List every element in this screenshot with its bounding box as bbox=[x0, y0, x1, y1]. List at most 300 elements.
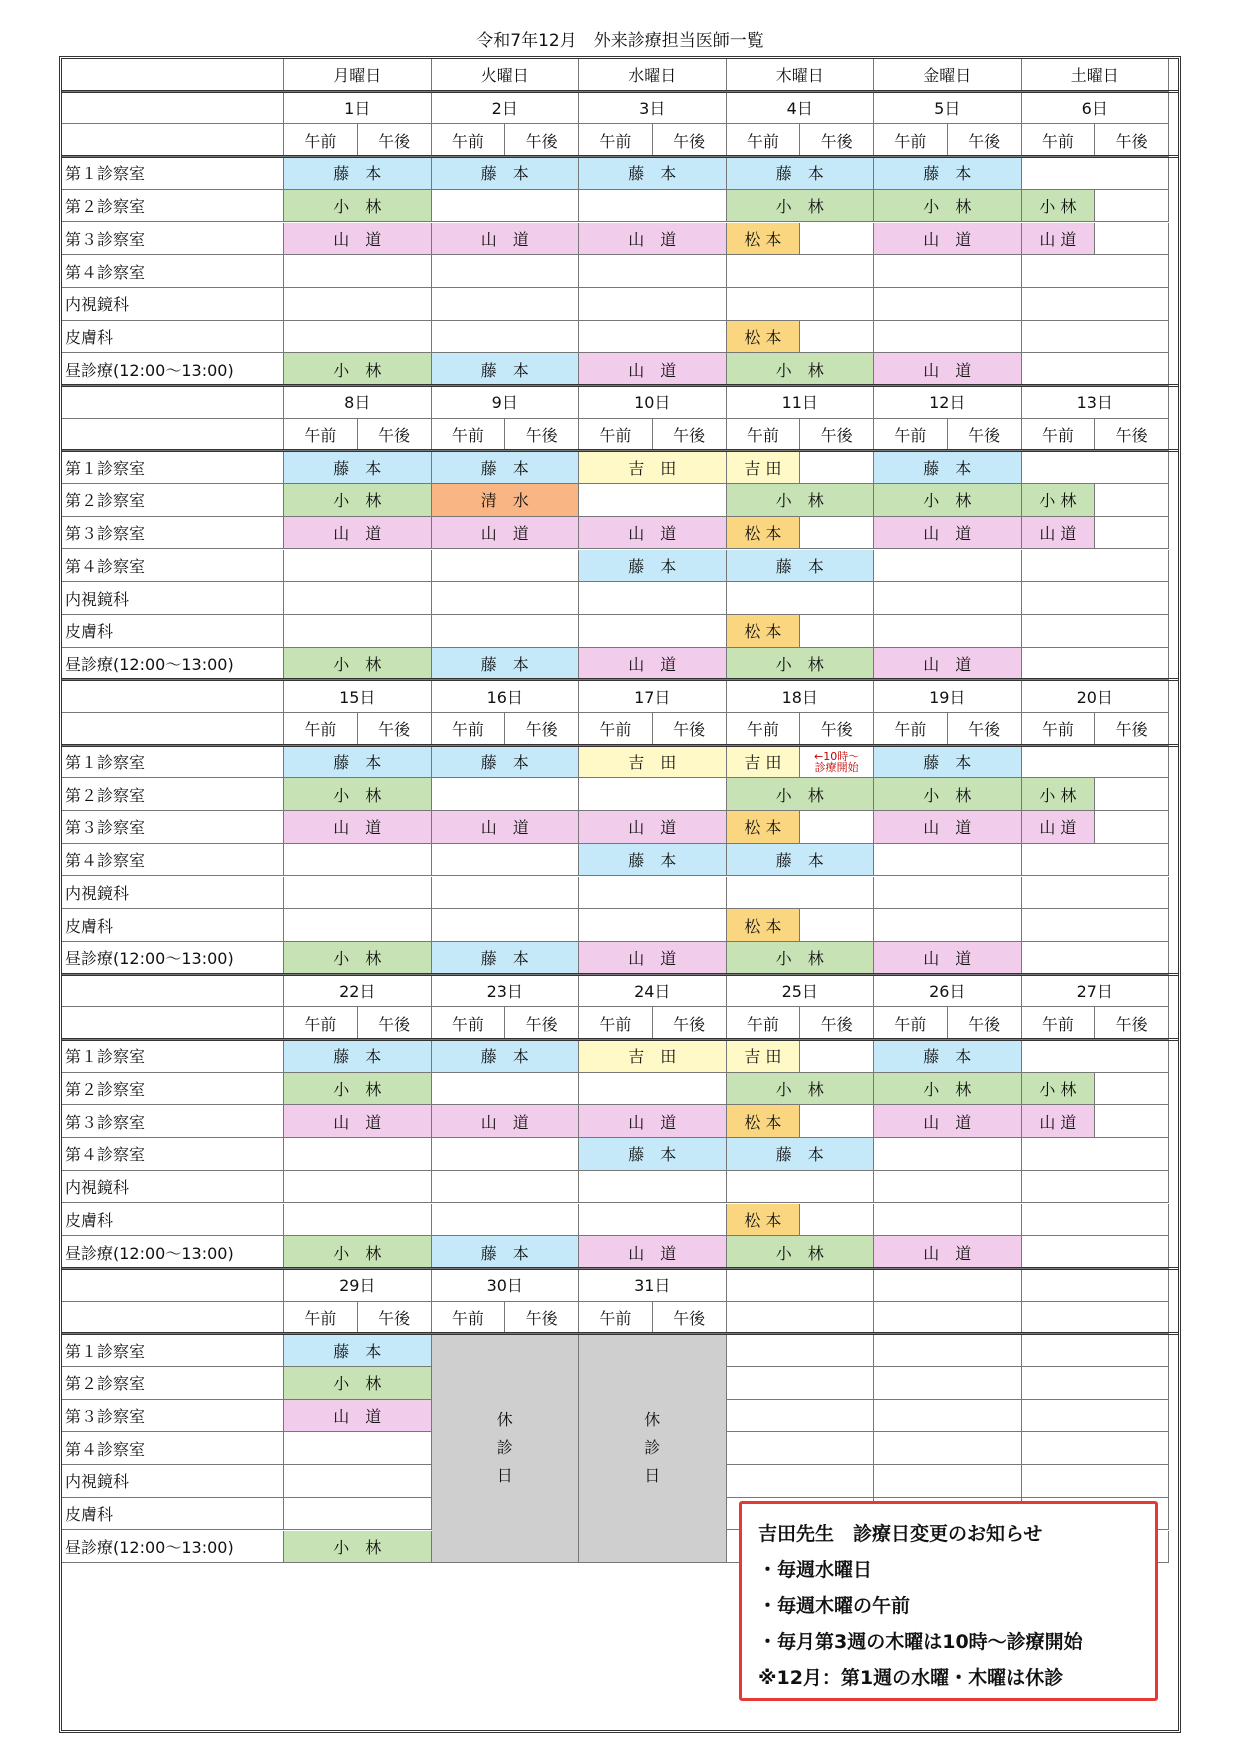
date-header: 16日 bbox=[432, 680, 580, 713]
empty-cell bbox=[874, 321, 1022, 354]
doctor-cell: 松 本 bbox=[727, 615, 801, 648]
pm-header: 午後 bbox=[800, 124, 874, 157]
empty-cell bbox=[579, 484, 727, 517]
date-header: 27日 bbox=[1022, 975, 1170, 1008]
doctor-cell: 山 道 bbox=[284, 1105, 432, 1138]
doctor-cell: 藤 本 bbox=[432, 1236, 580, 1269]
empty-cell bbox=[1095, 223, 1169, 256]
empty-cell bbox=[1022, 1236, 1170, 1269]
doctor-cell: 藤 本 bbox=[432, 1040, 580, 1073]
am-header: 午前 bbox=[874, 124, 948, 157]
room-label: 第３診察室 bbox=[62, 1400, 284, 1433]
empty-cell bbox=[874, 1432, 1022, 1465]
date-row-label bbox=[62, 975, 284, 1008]
pm-header: 午後 bbox=[653, 419, 727, 452]
doctor-cell: 小 林 bbox=[284, 1367, 432, 1400]
pm-header: 午後 bbox=[653, 1007, 727, 1040]
date-header bbox=[1022, 1269, 1170, 1302]
doctor-cell: 吉 田 bbox=[579, 746, 727, 779]
empty-cell bbox=[284, 1465, 432, 1498]
doctor-cell: 山 道 bbox=[874, 648, 1022, 681]
empty-cell bbox=[432, 877, 580, 910]
empty-cell bbox=[727, 1367, 875, 1400]
empty-cell bbox=[1022, 582, 1170, 615]
doctor-cell: 藤 本 bbox=[579, 844, 727, 877]
empty-cell bbox=[432, 778, 580, 811]
date-header: 11日 bbox=[727, 386, 875, 419]
ampm-row-label bbox=[62, 713, 284, 746]
doctor-cell: 小 林 bbox=[284, 353, 432, 386]
pm-header: 午後 bbox=[948, 124, 1022, 157]
doctor-cell: 山 道 bbox=[284, 811, 432, 844]
doctor-cell: 小 林 bbox=[727, 778, 875, 811]
empty-cell bbox=[432, 288, 580, 321]
empty-cell bbox=[1095, 778, 1169, 811]
doctor-cell: 山 道 bbox=[1022, 1105, 1096, 1138]
empty-cell bbox=[800, 1105, 874, 1138]
empty-cell bbox=[800, 1040, 874, 1073]
empty-cell bbox=[727, 582, 875, 615]
doctor-cell: 山 道 bbox=[432, 811, 580, 844]
doctor-cell: 藤 本 bbox=[432, 451, 580, 484]
room-label: 昼診療(12:00～13:00) bbox=[62, 353, 284, 386]
empty-cell bbox=[1022, 550, 1170, 583]
doctor-cell: 藤 本 bbox=[874, 746, 1022, 779]
doctor-cell: 松 本 bbox=[727, 811, 801, 844]
empty-cell bbox=[1022, 1138, 1170, 1171]
date-row-label bbox=[62, 92, 284, 125]
doctor-cell: 山 道 bbox=[1022, 811, 1096, 844]
empty-cell bbox=[1095, 1073, 1169, 1106]
empty-cell bbox=[1022, 1171, 1170, 1204]
am-header: 午前 bbox=[579, 1007, 653, 1040]
room-label: 皮膚科 bbox=[62, 321, 284, 354]
ampm-row-label bbox=[62, 419, 284, 452]
closed-day-cell: 休 診 日 bbox=[432, 1334, 580, 1563]
empty-cell bbox=[727, 288, 875, 321]
empty-cell bbox=[432, 582, 580, 615]
empty-cell bbox=[579, 1171, 727, 1204]
doctor-cell: 山 道 bbox=[579, 223, 727, 256]
pm-header: 午後 bbox=[505, 419, 579, 452]
date-header: 3日 bbox=[579, 92, 727, 125]
date-header: 22日 bbox=[284, 975, 432, 1008]
doctor-cell: 山 道 bbox=[874, 517, 1022, 550]
doctor-cell: 藤 本 bbox=[874, 157, 1022, 190]
empty-cell bbox=[432, 615, 580, 648]
doctor-cell: 山 道 bbox=[284, 223, 432, 256]
doctor-cell: 小 林 bbox=[284, 1531, 432, 1564]
empty-cell bbox=[284, 844, 432, 877]
doctor-cell: 小 林 bbox=[874, 190, 1022, 223]
room-label: 第１診察室 bbox=[62, 451, 284, 484]
doctor-cell: 松 本 bbox=[727, 1105, 801, 1138]
doctor-cell: 藤 本 bbox=[727, 157, 875, 190]
pm-header: 午後 bbox=[358, 713, 432, 746]
pm-header: 午後 bbox=[653, 713, 727, 746]
doctor-cell: 山 道 bbox=[579, 648, 727, 681]
date-header: 19日 bbox=[874, 680, 1022, 713]
am-header: 午前 bbox=[727, 1007, 801, 1040]
doctor-cell: 藤 本 bbox=[284, 746, 432, 779]
closed-day-cell: 休 診 日 bbox=[579, 1334, 727, 1563]
empty-cell bbox=[800, 615, 874, 648]
doctor-cell: 藤 本 bbox=[432, 746, 580, 779]
doctor-cell: 小 林 bbox=[284, 778, 432, 811]
pm-header: 午後 bbox=[505, 124, 579, 157]
am-header: 午前 bbox=[284, 419, 358, 452]
doctor-cell: 山 道 bbox=[284, 517, 432, 550]
section-divider bbox=[62, 90, 1178, 93]
doctor-cell: 小 林 bbox=[284, 1073, 432, 1106]
date-header: 25日 bbox=[727, 975, 875, 1008]
pm-header: 午後 bbox=[358, 1302, 432, 1335]
day-header: 土曜日 bbox=[1022, 59, 1170, 92]
empty-cell bbox=[1022, 1334, 1170, 1367]
date-header: 2日 bbox=[432, 92, 580, 125]
doctor-cell: 藤 本 bbox=[284, 1040, 432, 1073]
doctor-cell: 小 林 bbox=[727, 648, 875, 681]
date-header: 24日 bbox=[579, 975, 727, 1008]
doctor-cell: 藤 本 bbox=[579, 550, 727, 583]
am-header: 午前 bbox=[579, 1302, 653, 1335]
pm-header: 午後 bbox=[505, 1302, 579, 1335]
page-title: 令和7年12月 外来診療担当医師一覧 bbox=[476, 31, 764, 51]
doctor-cell: 松 本 bbox=[727, 909, 801, 942]
empty-cell bbox=[432, 321, 580, 354]
notice-line: ・毎週水曜日 bbox=[758, 1559, 873, 1581]
empty-cell bbox=[874, 1302, 1022, 1335]
empty-cell bbox=[1095, 811, 1169, 844]
empty-cell bbox=[874, 1138, 1022, 1171]
doctor-cell: 小 林 bbox=[1022, 484, 1096, 517]
doctor-cell: 山 道 bbox=[874, 942, 1022, 975]
doctor-cell: 小 林 bbox=[874, 484, 1022, 517]
empty-cell bbox=[284, 877, 432, 910]
section-divider bbox=[62, 678, 1178, 681]
am-header: 午前 bbox=[432, 124, 506, 157]
day-header: 金曜日 bbox=[874, 59, 1022, 92]
pm-header: 午後 bbox=[800, 713, 874, 746]
am-header: 午前 bbox=[1022, 124, 1096, 157]
doctor-cell: 山 道 bbox=[1022, 223, 1096, 256]
empty-cell bbox=[432, 844, 580, 877]
empty-cell bbox=[284, 288, 432, 321]
section-divider bbox=[62, 744, 1178, 747]
date-header: 26日 bbox=[874, 975, 1022, 1008]
empty-cell bbox=[1095, 190, 1169, 223]
doctor-cell: 山 道 bbox=[579, 517, 727, 550]
room-label: 昼診療(12:00～13:00) bbox=[62, 1236, 284, 1269]
empty-cell bbox=[1022, 353, 1170, 386]
section-divider bbox=[62, 449, 1178, 452]
empty-cell bbox=[874, 550, 1022, 583]
empty-cell bbox=[1022, 255, 1170, 288]
doctor-cell: 山 道 bbox=[579, 1236, 727, 1269]
doctor-cell: 小 林 bbox=[1022, 1073, 1096, 1106]
date-header: 8日 bbox=[284, 386, 432, 419]
empty-cell bbox=[1022, 1367, 1170, 1400]
room-label: 第２診察室 bbox=[62, 1367, 284, 1400]
empty-cell bbox=[874, 844, 1022, 877]
empty-cell bbox=[1022, 615, 1170, 648]
empty-cell bbox=[1095, 517, 1169, 550]
room-label: 第４診察室 bbox=[62, 844, 284, 877]
doctor-cell: 松 本 bbox=[727, 517, 801, 550]
empty-cell bbox=[1022, 746, 1170, 779]
doctor-cell: 小 林 bbox=[284, 190, 432, 223]
doctor-cell: 松 本 bbox=[727, 321, 801, 354]
doctor-cell: 吉 田 bbox=[579, 451, 727, 484]
pm-header: 午後 bbox=[1095, 124, 1169, 157]
room-label: 第２診察室 bbox=[62, 484, 284, 517]
date-header: 20日 bbox=[1022, 680, 1170, 713]
empty-cell bbox=[1022, 909, 1170, 942]
doctor-cell: 山 道 bbox=[874, 1105, 1022, 1138]
empty-cell bbox=[800, 1204, 874, 1237]
date-header: 30日 bbox=[432, 1269, 580, 1302]
doctor-cell: 小 林 bbox=[727, 1236, 875, 1269]
doctor-cell: 小 林 bbox=[284, 942, 432, 975]
empty-cell bbox=[727, 255, 875, 288]
empty-cell bbox=[1022, 1302, 1170, 1335]
room-label: 内視鏡科 bbox=[62, 877, 284, 910]
empty-cell bbox=[284, 1204, 432, 1237]
doctor-cell: 小 林 bbox=[1022, 778, 1096, 811]
empty-cell bbox=[800, 811, 874, 844]
room-label: 第４診察室 bbox=[62, 550, 284, 583]
room-label: 第３診察室 bbox=[62, 1105, 284, 1138]
notice-heading: 吉田先生 診療日変更のお知らせ bbox=[758, 1523, 1043, 1545]
empty-cell bbox=[284, 582, 432, 615]
room-label: 昼診療(12:00～13:00) bbox=[62, 942, 284, 975]
pm-header: 午後 bbox=[505, 713, 579, 746]
date-header: 31日 bbox=[579, 1269, 727, 1302]
am-header: 午前 bbox=[727, 419, 801, 452]
room-label: 昼診療(12:00～13:00) bbox=[62, 1531, 284, 1564]
notice-line: ・毎月第3週の木曜は10時～診療開始 bbox=[758, 1631, 1083, 1653]
am-header: 午前 bbox=[727, 713, 801, 746]
pm-header: 午後 bbox=[653, 124, 727, 157]
pm-header: 午後 bbox=[800, 1007, 874, 1040]
empty-cell bbox=[1095, 484, 1169, 517]
section-divider bbox=[62, 1332, 1178, 1335]
room-label: 内視鏡科 bbox=[62, 1171, 284, 1204]
empty-cell bbox=[432, 1171, 580, 1204]
doctor-cell: 小 林 bbox=[284, 1236, 432, 1269]
room-label: 第１診察室 bbox=[62, 1040, 284, 1073]
pm-header: 午後 bbox=[505, 1007, 579, 1040]
empty-cell bbox=[284, 615, 432, 648]
day-header: 月曜日 bbox=[284, 59, 432, 92]
pm-header: 午後 bbox=[1095, 1007, 1169, 1040]
am-header: 午前 bbox=[579, 124, 653, 157]
room-label: 第２診察室 bbox=[62, 190, 284, 223]
empty-cell bbox=[579, 877, 727, 910]
empty-cell bbox=[432, 255, 580, 288]
date-header: 1日 bbox=[284, 92, 432, 125]
ampm-row-label bbox=[62, 1302, 284, 1335]
empty-cell bbox=[432, 1204, 580, 1237]
start-time-note: ←10時～ 診療開始 bbox=[814, 749, 860, 774]
empty-cell bbox=[284, 1171, 432, 1204]
empty-cell bbox=[874, 615, 1022, 648]
am-header: 午前 bbox=[727, 124, 801, 157]
doctor-cell: 藤 本 bbox=[284, 1334, 432, 1367]
date-header: 29日 bbox=[284, 1269, 432, 1302]
empty-cell bbox=[800, 909, 874, 942]
doctor-cell: 小 林 bbox=[727, 942, 875, 975]
empty-cell bbox=[1022, 648, 1170, 681]
doctor-cell: 吉 田 bbox=[579, 1040, 727, 1073]
doctor-cell: 小 林 bbox=[1022, 190, 1096, 223]
empty-cell bbox=[874, 288, 1022, 321]
room-label: 第１診察室 bbox=[62, 746, 284, 779]
room-label: 第１診察室 bbox=[62, 157, 284, 190]
doctor-cell: 山 道 bbox=[874, 811, 1022, 844]
doctor-cell: 小 林 bbox=[874, 1073, 1022, 1106]
room-label: 第２診察室 bbox=[62, 1073, 284, 1106]
doctor-cell: 吉 田 bbox=[727, 1040, 801, 1073]
doctor-cell: 山 道 bbox=[874, 1236, 1022, 1269]
room-label: 第３診察室 bbox=[62, 517, 284, 550]
section-divider bbox=[62, 1038, 1178, 1041]
doctor-cell: 藤 本 bbox=[432, 942, 580, 975]
notice-box bbox=[739, 1501, 1158, 1701]
am-header: 午前 bbox=[874, 713, 948, 746]
section-divider bbox=[62, 384, 1178, 387]
empty-cell bbox=[284, 550, 432, 583]
empty-cell bbox=[1022, 321, 1170, 354]
date-header: 23日 bbox=[432, 975, 580, 1008]
doctor-cell: 吉 田 bbox=[727, 746, 801, 779]
doctor-cell: 藤 本 bbox=[432, 353, 580, 386]
empty-cell bbox=[874, 582, 1022, 615]
schedule-table bbox=[59, 56, 1181, 1733]
empty-cell bbox=[284, 1498, 432, 1531]
empty-cell bbox=[432, 550, 580, 583]
day-header: 水曜日 bbox=[579, 59, 727, 92]
section-divider bbox=[62, 973, 1178, 976]
empty-cell bbox=[1022, 451, 1170, 484]
empty-cell bbox=[579, 190, 727, 223]
empty-cell bbox=[727, 1465, 875, 1498]
doctor-cell: 山 道 bbox=[432, 223, 580, 256]
empty-cell bbox=[284, 255, 432, 288]
room-label: 第３診察室 bbox=[62, 811, 284, 844]
empty-cell bbox=[579, 615, 727, 648]
doctor-cell: 藤 本 bbox=[727, 844, 875, 877]
room-label: 皮膚科 bbox=[62, 615, 284, 648]
empty-cell bbox=[874, 1204, 1022, 1237]
date-header: 12日 bbox=[874, 386, 1022, 419]
empty-cell bbox=[1022, 157, 1170, 190]
empty-cell bbox=[727, 1171, 875, 1204]
empty-cell bbox=[800, 746, 874, 779]
date-header: 18日 bbox=[727, 680, 875, 713]
date-header bbox=[874, 1269, 1022, 1302]
empty-cell bbox=[1022, 1204, 1170, 1237]
doctor-cell: 山 道 bbox=[1022, 517, 1096, 550]
room-label: 内視鏡科 bbox=[62, 1465, 284, 1498]
doctor-cell: 藤 本 bbox=[284, 451, 432, 484]
am-header: 午前 bbox=[284, 124, 358, 157]
doctor-cell: 藤 本 bbox=[874, 1040, 1022, 1073]
empty-cell bbox=[800, 517, 874, 550]
doctor-cell: 小 林 bbox=[874, 778, 1022, 811]
doctor-cell: 藤 本 bbox=[432, 157, 580, 190]
room-label: 第４診察室 bbox=[62, 1432, 284, 1465]
empty-cell bbox=[800, 223, 874, 256]
pm-header: 午後 bbox=[358, 1007, 432, 1040]
doctor-cell: 藤 本 bbox=[579, 1138, 727, 1171]
am-header: 午前 bbox=[432, 713, 506, 746]
empty-cell bbox=[579, 778, 727, 811]
empty-cell bbox=[579, 909, 727, 942]
empty-cell bbox=[284, 321, 432, 354]
pm-header: 午後 bbox=[653, 1302, 727, 1335]
date-header: 10日 bbox=[579, 386, 727, 419]
empty-cell bbox=[579, 288, 727, 321]
doctor-cell: 山 道 bbox=[579, 1105, 727, 1138]
empty-cell bbox=[874, 1465, 1022, 1498]
doctor-cell: 小 林 bbox=[727, 190, 875, 223]
room-label: 第４診察室 bbox=[62, 1138, 284, 1171]
empty-cell bbox=[874, 1334, 1022, 1367]
room-label: 内視鏡科 bbox=[62, 288, 284, 321]
doctor-cell: 山 道 bbox=[579, 353, 727, 386]
am-header: 午前 bbox=[874, 419, 948, 452]
empty-cell bbox=[432, 1073, 580, 1106]
date-header: 15日 bbox=[284, 680, 432, 713]
empty-cell bbox=[579, 1204, 727, 1237]
ampm-row-label bbox=[62, 124, 284, 157]
doctor-cell: 小 林 bbox=[727, 1073, 875, 1106]
room-label: 昼診療(12:00～13:00) bbox=[62, 648, 284, 681]
doctor-cell: 山 道 bbox=[579, 811, 727, 844]
empty-cell bbox=[579, 255, 727, 288]
empty-cell bbox=[1022, 942, 1170, 975]
empty-cell bbox=[874, 1400, 1022, 1433]
empty-cell bbox=[1022, 1432, 1170, 1465]
am-header: 午前 bbox=[1022, 1007, 1096, 1040]
empty-cell bbox=[1022, 1040, 1170, 1073]
room-label: 第３診察室 bbox=[62, 223, 284, 256]
pm-header: 午後 bbox=[948, 419, 1022, 452]
empty-cell bbox=[1022, 877, 1170, 910]
doctor-cell: 松 本 bbox=[727, 223, 801, 256]
day-header: 木曜日 bbox=[727, 59, 875, 92]
room-label: 第１診察室 bbox=[62, 1334, 284, 1367]
doctor-cell: 小 林 bbox=[727, 484, 875, 517]
pm-header: 午後 bbox=[948, 713, 1022, 746]
empty-cell bbox=[727, 1302, 875, 1335]
pm-header: 午後 bbox=[358, 124, 432, 157]
pm-header: 午後 bbox=[948, 1007, 1022, 1040]
empty-cell bbox=[579, 1073, 727, 1106]
empty-cell bbox=[727, 1334, 875, 1367]
am-header: 午前 bbox=[284, 713, 358, 746]
empty-cell bbox=[284, 909, 432, 942]
am-header: 午前 bbox=[874, 1007, 948, 1040]
date-header: 17日 bbox=[579, 680, 727, 713]
doctor-cell: 藤 本 bbox=[727, 550, 875, 583]
notice-line: ※12月：第1週の水曜・木曜は休診 bbox=[758, 1667, 1064, 1689]
doctor-cell: 藤 本 bbox=[432, 648, 580, 681]
pm-header: 午後 bbox=[358, 419, 432, 452]
date-row-label bbox=[62, 680, 284, 713]
empty-cell bbox=[432, 1138, 580, 1171]
